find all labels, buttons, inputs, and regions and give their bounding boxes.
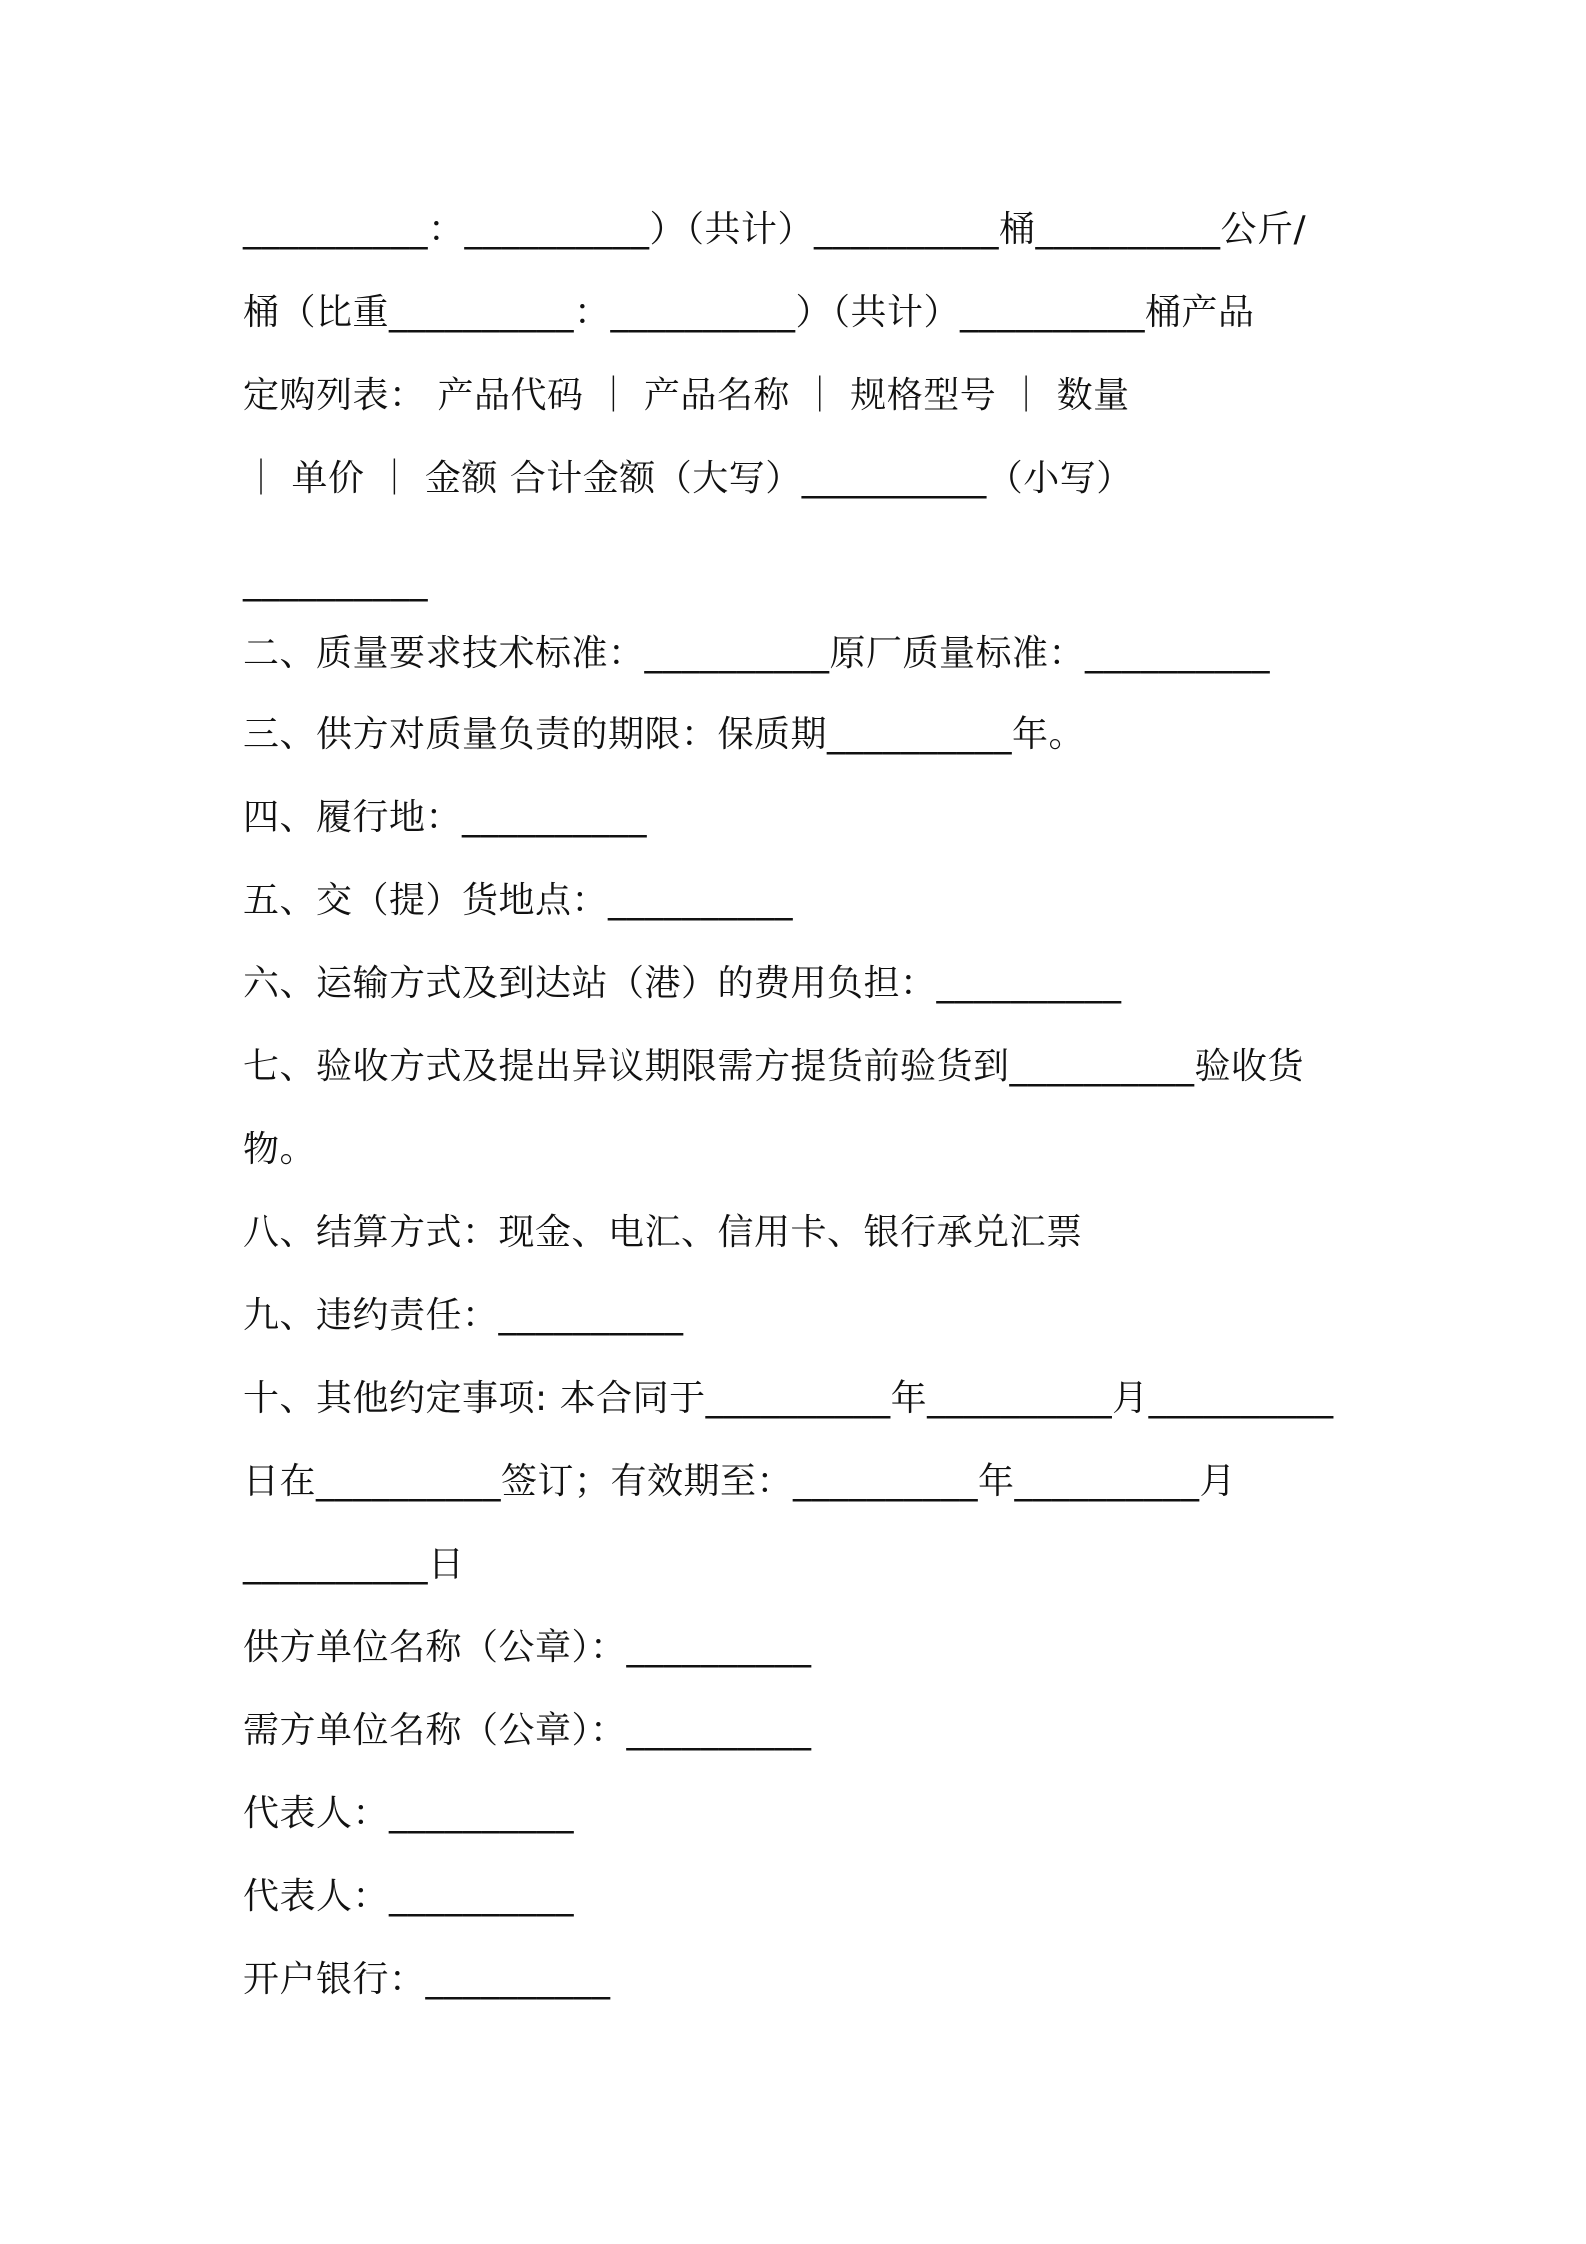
clause-2-quality: 二、质量要求技术标准：__________原厂质量标准：__________ [243, 633, 1271, 674]
clause-3-warranty: 三、供方对质量负责的期限：保质期__________年。 [243, 714, 1086, 755]
clause-7-continued: 物。 [243, 1129, 317, 1170]
text-line-5: __________ [243, 561, 428, 602]
supplier-name: 供方单位名称（公章）：__________ [243, 1627, 812, 1668]
text-line-4: ｜ 单价 ｜ 金额 合计金额（大写）__________（小写） [243, 458, 1133, 499]
clause-8-settlement: 八、结算方式：现金、电汇、信用卡、银行承兑汇票 [243, 1212, 1083, 1253]
clause-6-transport: 六、运输方式及到达站（港）的费用负担：__________ [243, 963, 1122, 1004]
clause-4-place: 四、履行地：__________ [243, 797, 648, 838]
clause-7-inspection: 七、验收方式及提出异议期限需方提货前验货到__________验收货 [243, 1046, 1305, 1087]
clause-10-other: 十、其他约定事项: 本合同于__________年__________月__________ [243, 1378, 1334, 1419]
clause-5-delivery: 五、交（提）货地点：__________ [243, 880, 794, 921]
representative-2: 代表人：__________ [243, 1876, 575, 1917]
clause-10-continued-2: __________日 [243, 1544, 465, 1585]
clause-10-continued-1: 日在__________签订；有效期至：__________年__________月 [243, 1461, 1237, 1502]
clause-9-breach: 九、违约责任：__________ [243, 1295, 684, 1336]
text-line-2: 桶（比重__________：__________）（共计）__________桶产品 [243, 292, 1255, 333]
buyer-name: 需方单位名称（公章）：__________ [243, 1710, 812, 1751]
bank-account: 开户银行：__________ [243, 1959, 611, 2000]
text-line-3-order-list: 定购列表： 产品代码 ｜ 产品名称 ｜ 规格型号 ｜ 数量 [243, 375, 1130, 416]
representative-1: 代表人：__________ [243, 1793, 575, 1834]
text-line-1: __________：__________）（共计）__________桶__________公斤/ [243, 209, 1307, 250]
